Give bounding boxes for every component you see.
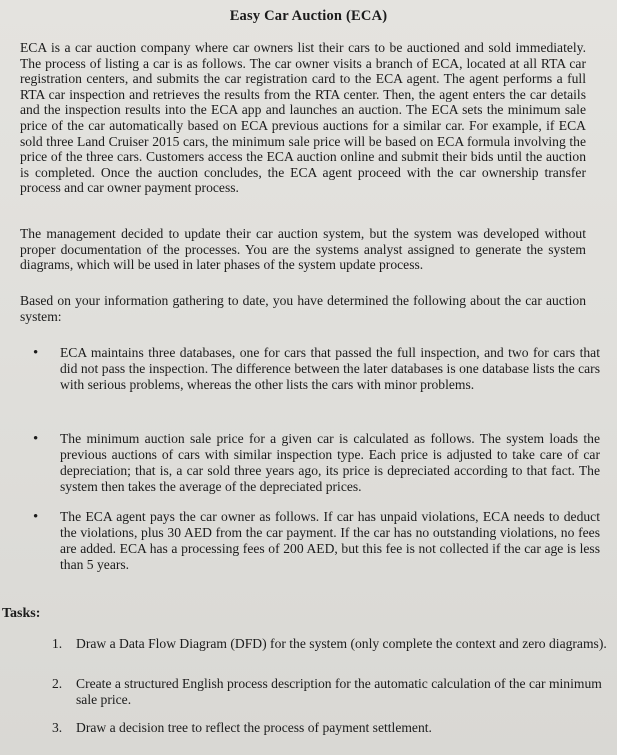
management-paragraph: The management decided to update their car auction system, but the system was developed without proper documentation of the processes. You are the systems analyst assigned to generate the system diagrams, which will be used in later phases of the system update process. <box>20 226 586 273</box>
task-item <box>52 636 611 652</box>
task-number: 1. <box>52 636 63 651</box>
tasks-heading: Tasks: <box>2 606 41 621</box>
task-text: Create a structured English process description for the automatic calculation of the car minimum sale price. <box>76 676 602 707</box>
findings-paragraph: Based on your information gathering to date, you have determined the following about the car auction system: <box>20 293 586 324</box>
list-item <box>33 509 600 573</box>
task-number: 3. <box>52 720 63 735</box>
bullet-icon: • <box>33 509 39 525</box>
bullet-text: ECA maintains three databases, one for cars that passed the full inspection, and two for cars that did not pass the inspection. The difference between the later databases is one database lists the cars with serious problems, whereas the other lists the cars with minor problems. <box>60 345 600 392</box>
bullet-text: The ECA agent pays the car owner as follows. If car has unpaid violations, ECA needs to deduct the violations, plus 30 AED from the car payment. If the car has no outstanding violations, no fees are added. ECA has a processing fees of 200 AED, but this fee is not collected if the car age is less than 5 years. <box>60 509 600 572</box>
list-item <box>33 345 600 393</box>
task-number: 2. <box>52 676 63 691</box>
task-item <box>52 720 611 736</box>
bullet-icon: • <box>33 345 39 361</box>
task-text: Draw a decision tree to reflect the process of payment settlement. <box>76 720 432 735</box>
task-text: Draw a Data Flow Diagram (DFD) for the system (only complete the context and zero diagrams). <box>76 636 607 651</box>
task-item <box>52 676 611 708</box>
list-item <box>33 431 600 495</box>
bullet-text: The minimum auction sale price for a given car is calculated as follows. The system loads the previous auctions of cars with similar inspection type. Each price is adjusted to take care of car depreciation; that is, a car sold three years ago, its price is depreciated according to that fact. The system then takes the average of the depreciated prices. <box>60 431 600 494</box>
bullet-icon: • <box>33 431 39 447</box>
document-title: Easy Car Auction (ECA) <box>229 8 388 24</box>
intro-paragraph: ECA is a car auction company where car owners list their cars to be auctioned and sold immediately. The process of listing a car is as follows. The car owner visits a branch of ECA, located at all RTA car registration centers, and submits the car registration card to the ECA agent. The agent performs a full RTA car inspection and retrieves the results from the RTA center. Then, the agent enters the car details and the inspection results into the ECA app and launches an auction. The ECA sets the minimum sale price of the car automatically based on ECA previous auctions for a similar car. For example, if ECA sold three Land Cruiser 2015 cars, the minimum sale price will be based on ECA formula involving the price of the three cars. Customers access the ECA auction online and submit their bids until the auction is completed. Once the auction concludes, the ECA agent proceed with the car ownership transfer process and car owner payment process. <box>20 40 586 196</box>
